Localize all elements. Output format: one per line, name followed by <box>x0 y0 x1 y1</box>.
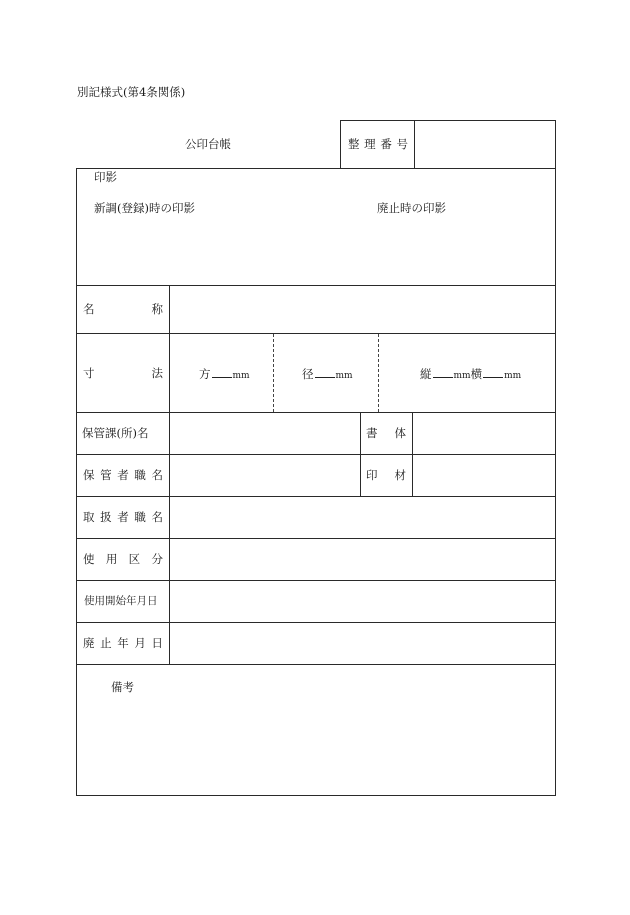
unit-label: mm <box>232 371 250 381</box>
row-line <box>76 496 556 497</box>
reference-number-label <box>348 137 408 151</box>
handler-label <box>83 510 163 524</box>
label-char: 日 <box>151 636 163 650</box>
square-blank <box>212 366 232 378</box>
label-char: 廃 <box>83 636 95 650</box>
title-box-left <box>340 120 341 168</box>
label-char: 月 <box>134 636 146 650</box>
row-line <box>76 622 556 623</box>
abolish-impression-label: 廃止時の印影 <box>377 201 446 215</box>
form-caption: 別記様式(第4条関係) <box>77 85 186 99</box>
row-line <box>76 664 556 665</box>
unit-label: mm <box>504 371 522 381</box>
size-divider-1 <box>273 334 274 412</box>
end-date-label <box>83 636 163 650</box>
side-label-left-divider <box>360 412 361 496</box>
department-label: 保管課(所)名 <box>82 426 149 440</box>
label-char: 使 <box>83 552 95 566</box>
label-char: 職 <box>134 510 146 524</box>
vertical-blank <box>433 366 453 378</box>
row-line <box>76 168 556 169</box>
font-style-label <box>366 426 406 440</box>
rect-size-field[interactable] <box>420 366 521 383</box>
usage-field[interactable] <box>171 540 554 579</box>
label-char: 職 <box>134 468 146 482</box>
label-char: 管 <box>100 468 112 482</box>
impression-stamp-area[interactable] <box>78 218 554 283</box>
size-label <box>83 366 163 380</box>
horizontal-blank <box>483 366 503 378</box>
new-impression-label: 新調(登録)時の印影 <box>94 201 195 215</box>
unit-label: mm <box>335 371 353 381</box>
label-char: 保 <box>83 468 95 482</box>
label-char: 体 <box>394 426 406 440</box>
table-border-right <box>555 120 556 796</box>
row-line <box>76 580 556 581</box>
square-size-field[interactable] <box>199 366 250 383</box>
label-char: 分 <box>151 552 163 566</box>
label-char: 年 <box>117 636 129 650</box>
remarks-label: 備考 <box>111 680 134 694</box>
title-box-divider <box>414 120 415 168</box>
impression-label: 印影 <box>94 170 117 184</box>
handler-field[interactable] <box>171 498 554 537</box>
label-column-divider <box>169 285 170 665</box>
label-char: 区 <box>128 552 141 566</box>
label-char: 取 <box>83 510 95 524</box>
label-char: 整 <box>348 137 360 151</box>
name-field[interactable] <box>171 287 554 331</box>
label-char: 者 <box>117 510 129 524</box>
start-date-field[interactable] <box>171 582 554 621</box>
title-box-top <box>340 120 556 121</box>
ledger-title: 公印台帳 <box>185 137 231 151</box>
size-divider-2 <box>378 334 379 412</box>
label-char: 者 <box>117 468 129 482</box>
start-date-label: 使用開始年月日 <box>84 595 158 607</box>
label-char: 号 <box>396 137 408 151</box>
side-label-right-divider <box>412 412 413 496</box>
label-char: 扱 <box>100 510 112 524</box>
row-line <box>76 538 556 539</box>
label-char: 法 <box>151 366 163 380</box>
usage-label <box>83 552 163 566</box>
label-char: 称 <box>151 302 163 316</box>
custodian-label <box>83 468 163 482</box>
diameter-size-field[interactable] <box>302 366 353 383</box>
table-border-left <box>76 168 77 796</box>
label-char: 理 <box>364 137 376 151</box>
square-label: 方 <box>199 367 211 381</box>
custodian-field[interactable] <box>171 456 359 495</box>
row-line <box>76 795 556 796</box>
horizontal-label: 横 <box>470 367 483 381</box>
row-line <box>76 285 556 286</box>
label-char: 書 <box>366 426 378 440</box>
label-char: 番 <box>380 137 392 151</box>
font-style-field[interactable] <box>414 414 554 453</box>
row-line <box>76 333 556 334</box>
label-char: 用 <box>105 552 118 566</box>
row-line <box>76 412 556 413</box>
row-line <box>76 454 556 455</box>
label-char: 材 <box>394 468 406 482</box>
name-label <box>83 302 163 316</box>
unit-label: mm <box>453 371 471 381</box>
label-char: 印 <box>366 468 378 482</box>
label-char: 寸 <box>83 366 95 380</box>
end-date-field[interactable] <box>171 624 554 663</box>
remarks-field[interactable] <box>78 698 554 793</box>
label-char: 名 <box>83 302 95 316</box>
diameter-label: 径 <box>302 367 314 381</box>
label-char: 名 <box>151 510 163 524</box>
label-char: 止 <box>100 636 112 650</box>
department-field[interactable] <box>171 414 359 453</box>
vertical-label: 縦 <box>420 367 432 381</box>
seal-material-field[interactable] <box>414 456 554 495</box>
label-char: 名 <box>151 468 163 482</box>
reference-number-field[interactable] <box>416 122 553 166</box>
seal-material-label <box>366 468 406 482</box>
diameter-blank <box>315 366 335 378</box>
